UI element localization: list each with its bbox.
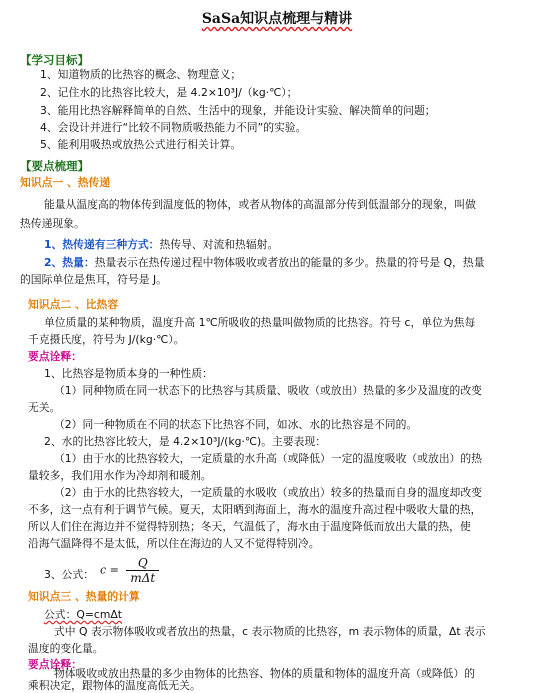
k2-note-1b: （2）同一种物质在不同的状态下比热容不同，如冰、水的比热容是不同的。 bbox=[54, 418, 418, 431]
k2-note-heading: 要点诠释： bbox=[28, 350, 82, 363]
k1-item-2 bbox=[44, 256, 485, 270]
page-title: SaSa知识点梳理与精讲 bbox=[201, 11, 353, 27]
k3-explanation-line-2: 温度的变化量。 bbox=[28, 642, 104, 655]
k2-note-2a-line-2: 量较多，我们用水作为冷却剂和暖剂。 bbox=[28, 469, 212, 482]
k2-def-line-2: 千克摄氏度，符号为 J/(kg·℃）。 bbox=[28, 333, 185, 346]
knowledge-1-heading: 知识点一 、热传递 bbox=[20, 176, 111, 189]
k3-explanation-line-1: 式中 Q 表示物体吸收或者放出的热量，c 表示物质的比热容，m 表示物体的质量，Δt 表示 bbox=[54, 625, 486, 638]
k2-note-2: 2、水的比热容比较大，是 4.2×10³J/(kg·℃)。主要表现： bbox=[44, 435, 327, 448]
k3-note-line-1: 物体吸收或放出热量的多少由物体的比热容、物体的质量和物体的温度升高（或降低）的 bbox=[54, 667, 476, 680]
k2-def-line-1: 单位质量的某种物质，温度升高 1℃所吸收的热量叫做物质的比热容。符号 c，单位为焦每 bbox=[44, 316, 476, 329]
k1-intro-line-2: 热传递现象。 bbox=[20, 217, 85, 230]
k3-note-heading: 要点诠释： bbox=[28, 658, 82, 671]
k3-formula-line bbox=[44, 608, 122, 622]
k1-item-2-text: 热量表示在热传递过程中物体吸收或者放出的能量的多少。热量的符号是 Q，热量 bbox=[94, 256, 485, 269]
formula-fraction bbox=[126, 556, 159, 585]
objectives-heading: 【学习目标】 bbox=[20, 53, 89, 67]
k1-item-2-cont: 的国际单位是焦耳，符号是 J。 bbox=[20, 273, 167, 286]
k2-formula-label: 3、公式： bbox=[44, 568, 95, 581]
k1-item-2-label: 2、热量： bbox=[44, 256, 95, 269]
formula-numerator: Q bbox=[126, 556, 159, 571]
k1-item-1-text: 热传导、对流和热辐射。 bbox=[159, 238, 279, 251]
knowledge-3-heading: 知识点三 、热量的计算 bbox=[28, 590, 140, 603]
objective-item-2: 2、记住水的比热容比较大，是 4.2×10³J/（kg·℃）； bbox=[40, 86, 298, 99]
objective-item-5: 5、能利用吸热或放热公式进行相关计算。 bbox=[40, 138, 242, 151]
k3-formula: 公式：Q=cmΔt bbox=[44, 608, 123, 621]
k2-note-2b-line-2: 不多，这一点有利于调节气候。夏天，太阳晒到海面上，海水的温度升高过程中吸收大量的热， bbox=[28, 503, 482, 516]
k1-item-1-label: 1、热传递有三种方式： bbox=[44, 238, 160, 251]
objective-item-1: 1、知道物质的比热容的概念、物理意义； bbox=[40, 68, 242, 81]
k2-note-1a-line-2: 无关。 bbox=[28, 401, 61, 414]
k2-note-2b-line-1: （2）由于水的比热容较大，一定质量的水吸收（或放出）较多的热量而自身的温度却改变 bbox=[54, 486, 482, 499]
k2-note-1: 1、比热容是物质本身的一种性质： bbox=[44, 367, 213, 380]
formula-lhs: c = bbox=[100, 563, 119, 577]
k2-note-1a-line-1: （1）同种物质在同一状态下的比热容与其质量、吸收（或放出）热量的多少及温度的改变 bbox=[54, 384, 482, 397]
k1-intro-line-1: 能量从温度高的物体传到温度低的物体，或者从物体的高温部分传到低温部分的现象，叫做 bbox=[44, 198, 476, 211]
k1-item-1 bbox=[44, 238, 278, 252]
objective-item-4: 4、会设计并进行“比较不同物质吸热能力不同”的实验。 bbox=[40, 121, 307, 134]
objective-item-3: 3、能用比热容解释简单的自然、生活中的现象，并能设计实验、解决简单的问题； bbox=[40, 104, 436, 117]
formula-denominator: mΔt bbox=[130, 571, 156, 585]
specific-heat-formula bbox=[100, 556, 159, 585]
k2-note-2b-line-4: 沿海气温降得不是太低，所以住在海边的人又不觉得特别冷。 bbox=[28, 537, 320, 550]
knowledge-2-heading: 知识点二 、比热容 bbox=[28, 298, 119, 311]
points-heading: 【要点梳理】 bbox=[20, 159, 89, 173]
k2-note-2a-line-1: （1）由于水的比热容较大，一定质量的水升高（或降低）一定的温度吸收（或放出）的热 bbox=[54, 452, 482, 465]
k3-note-line-2: 乘积决定，跟物体的温度高低无关。 bbox=[28, 679, 201, 692]
k2-note-2b-line-3: 所以人们住在海边并不觉得特别热；冬天，气温低了，海水由于温度降低而放出大量的热，使 bbox=[28, 520, 471, 533]
